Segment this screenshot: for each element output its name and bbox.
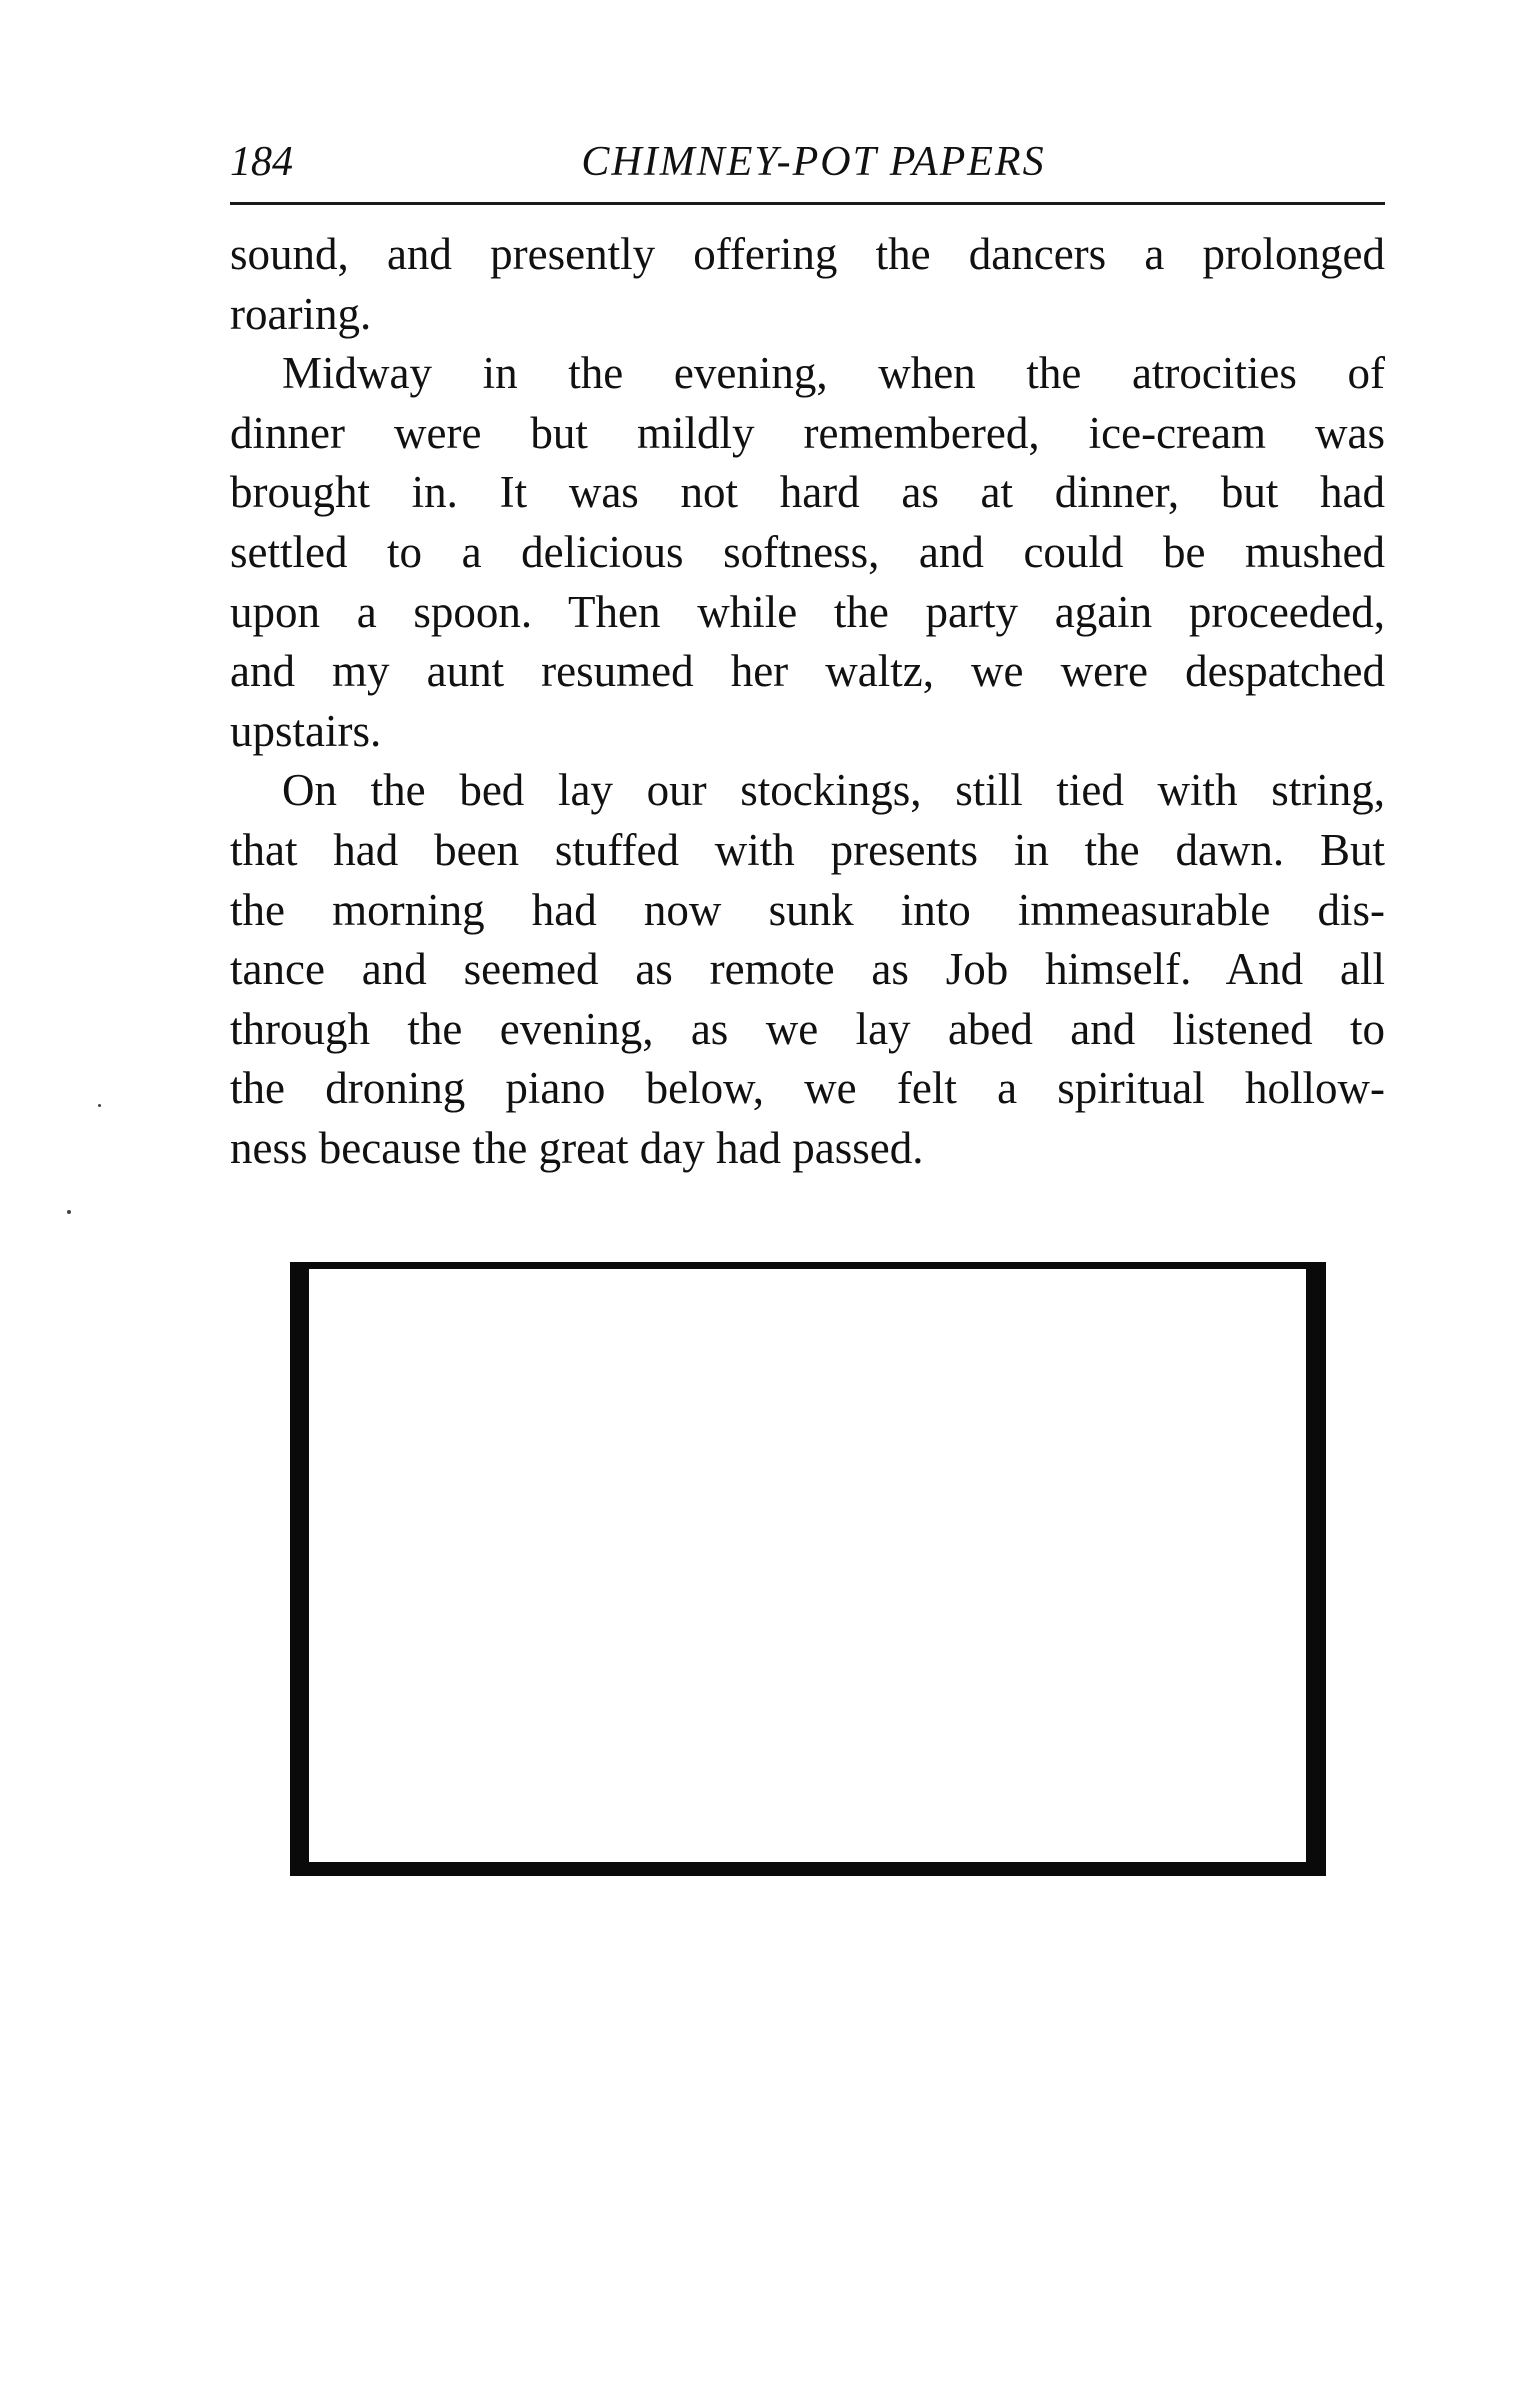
page-number: 184 [230, 139, 293, 185]
margin-speck [67, 1210, 71, 1214]
text-line: tance and seemed as remote as Job himself. And all [230, 944, 1385, 995]
text-line: upon a spoon. Then while the party again proceeded, [230, 586, 1385, 637]
text-line: the morning had now sunk into immeasurable dis- [230, 884, 1385, 935]
text-line: the droning piano below, we felt a spiritual hollow- [230, 1063, 1385, 1114]
text-line: dinner were but mildly remembered, ice-cream was [230, 407, 1385, 458]
text-line: roaring. [230, 288, 372, 339]
text-line: sound, and presently offering the dancers a prolonged [230, 229, 1385, 279]
text-line: brought in. It was not hard as at dinner, but had [230, 467, 1385, 518]
text-line: that had been stuffed with presents in the dawn. But [230, 824, 1385, 875]
paragraph [230, 344, 1385, 761]
text-line: ness because the great day had passed. [230, 1122, 924, 1173]
running-title: CHIMNEY-POT PAPERS [581, 139, 1046, 185]
text-line: Midway in the evening, when the atrocities of [282, 348, 1385, 399]
paragraph [230, 225, 1385, 344]
text-line: upstairs. [230, 705, 382, 756]
margin-speck [98, 1104, 101, 1107]
text-line: On the bed lay our stockings, still tied with string, [282, 765, 1385, 816]
header-rule [230, 202, 1385, 205]
text-line: and my aunt resumed her waltz, we were despatched [230, 646, 1385, 697]
body-text [230, 225, 1385, 1179]
paragraph [230, 761, 1385, 1178]
text-line: settled to a delicious softness, and could be mushed [230, 526, 1385, 577]
illustration-frame [290, 1262, 1326, 1876]
running-head [230, 132, 1385, 192]
text-line: through the evening, as we lay abed and listened to [230, 1003, 1385, 1054]
